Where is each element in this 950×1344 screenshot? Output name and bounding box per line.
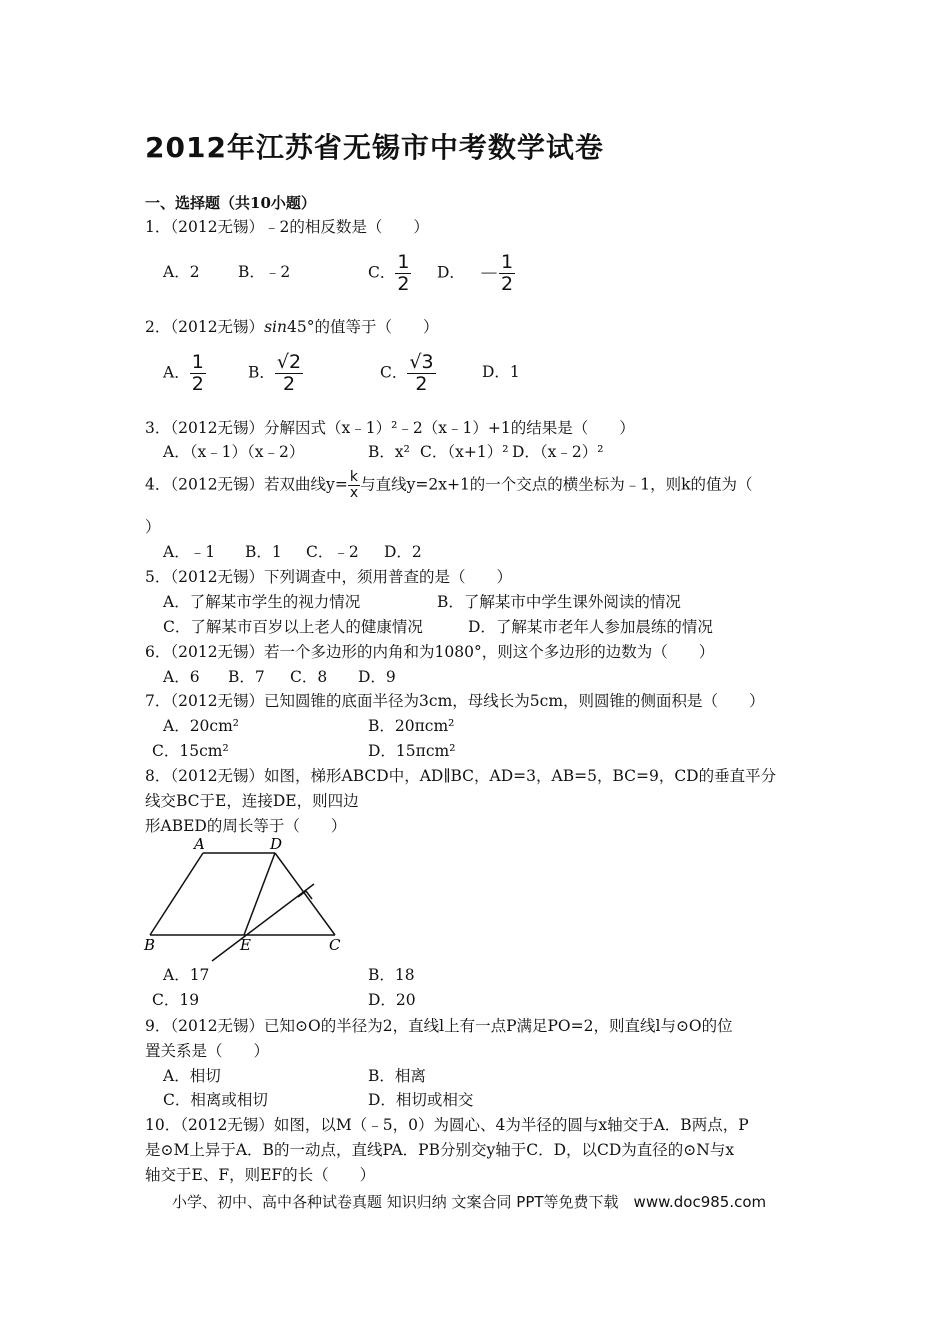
question-5-stem: 5．（2012无锡）下列调查中，须用普查的是（ ） bbox=[145, 568, 513, 586]
q2-option-a-fraction bbox=[190, 352, 206, 395]
question-1-stem: 1．（2012无锡）﹣2的相反数是（ ） bbox=[145, 218, 429, 236]
q4-stem-fraction bbox=[348, 470, 360, 501]
q2-option-b-fraction bbox=[275, 352, 303, 395]
q6-option-c: C．8 bbox=[290, 668, 328, 686]
fraction-denominator: 2 bbox=[397, 273, 410, 295]
q4-stem-prefix: 4．（2012无锡）若双曲线y= bbox=[145, 475, 348, 494]
question-4-stem bbox=[145, 470, 753, 501]
q6-option-a: A．6 bbox=[163, 668, 200, 686]
question-9-stem-line-2: 置关系是（ ） bbox=[145, 1042, 270, 1060]
q3-option-c: C．（x+1）² bbox=[420, 443, 509, 461]
q1-option-b: B．﹣2 bbox=[238, 263, 291, 281]
fraction-denominator: 2 bbox=[282, 373, 296, 395]
q4-option-d: D．2 bbox=[384, 543, 422, 561]
fraction-numerator: √3 bbox=[409, 351, 434, 373]
q5-option-c: C．了解某市百岁以上老人的健康情况 bbox=[163, 618, 423, 636]
q5-option-b: B．了解某市中学生课外阅读的情况 bbox=[437, 593, 681, 611]
q3-option-d: D．（x﹣2）² bbox=[512, 443, 604, 461]
section-heading: 一、选择题（共10小题） bbox=[145, 194, 316, 212]
fraction-denominator: x bbox=[349, 485, 359, 501]
q8-option-d: D．20 bbox=[368, 991, 416, 1009]
q3-option-a: A．（x﹣1）（x﹣2） bbox=[163, 443, 305, 461]
q7-option-a: A．20cm² bbox=[163, 717, 240, 735]
page-title: 2012年江苏省无锡市中考数学试卷 bbox=[145, 131, 604, 164]
question-10-stem-line-2: 是⊙M上异于A．B的一动点，直线PA．PB分别交y轴于C．D，以CD为直径的⊙N与x bbox=[145, 1141, 735, 1159]
q2-option-b bbox=[248, 352, 303, 395]
question-3-stem: 3．（2012无锡）分解因式（x﹣1）²﹣2（x﹣1）+1的结果是（ ） bbox=[145, 419, 635, 437]
q6-option-d: D．9 bbox=[358, 668, 396, 686]
fraction-denominator: 2 bbox=[191, 373, 204, 395]
question-6-stem: 6．（2012无锡）若一个多边形的内角和为1080°，则这个多边形的边数为（ ） bbox=[145, 643, 715, 661]
label-e: E bbox=[240, 936, 251, 954]
question-10-stem-line-3: 轴交于E、F，则EF的长（ ） bbox=[145, 1166, 376, 1184]
question-9-stem-line-1: 9．（2012无锡）已知⊙O的半径为2，直线l上有一点P满足PO=2，则直线l与⊙O的位 bbox=[145, 1017, 733, 1035]
q9-option-b: B．相离 bbox=[368, 1067, 426, 1085]
fraction-numerator: 1 bbox=[191, 351, 204, 373]
q1-option-d-label: D． bbox=[437, 263, 465, 282]
fraction-numerator: 1 bbox=[500, 251, 514, 273]
q1-option-c-fraction bbox=[395, 252, 411, 295]
q5-option-a: A．了解某市学生的视力情况 bbox=[163, 593, 361, 611]
fraction-numerator: 1 bbox=[397, 251, 410, 273]
question-8-stem-line-1: 8．（2012无锡）如图，梯形ABCD中，AD∥BC，AD=3，AB=5，BC=9，CD的垂直平分 bbox=[145, 767, 777, 785]
q2-option-a-label: A． bbox=[163, 363, 190, 382]
fraction-numerator: √2 bbox=[276, 351, 302, 373]
label-c: C bbox=[329, 936, 341, 954]
q5-option-d: D．了解某市老年人参加晨练的情况 bbox=[468, 618, 713, 636]
q2-stem-function: sin bbox=[264, 318, 287, 336]
fraction-denominator: 2 bbox=[500, 273, 514, 295]
q3-option-b: B．x² bbox=[368, 443, 410, 461]
trapezoid-figure bbox=[140, 833, 350, 963]
q4-option-b: B．1 bbox=[245, 543, 282, 561]
q7-option-d: D．15πcm² bbox=[368, 742, 456, 760]
q2-option-c-label: C． bbox=[380, 363, 408, 382]
question-2-stem bbox=[145, 317, 438, 337]
q2-option-c bbox=[380, 352, 436, 395]
q2-stem-prefix: 2．（2012无锡） bbox=[145, 318, 265, 336]
q8-option-b: B．18 bbox=[368, 966, 415, 984]
label-a: A bbox=[194, 835, 205, 853]
label-b: B bbox=[144, 936, 156, 954]
q1-option-d-fraction bbox=[499, 252, 515, 295]
q1-option-a: A．2 bbox=[163, 263, 200, 281]
question-8-stem-line-3: 形ABED的周长等于（ ） bbox=[145, 817, 347, 835]
minus-sign: － bbox=[478, 261, 499, 286]
fraction-numerator: k bbox=[348, 470, 360, 486]
question-10-stem-line-1: 10．（2012无锡）如图，以M（﹣5，0）为圆心、4为半径的圆与x轴交于A．B两点，P bbox=[145, 1116, 749, 1134]
q6-option-b: B．7 bbox=[228, 668, 265, 686]
q7-option-b: B．20πcm² bbox=[368, 717, 455, 735]
q9-option-d: D．相切或相交 bbox=[368, 1091, 474, 1109]
question-8-stem-line-2: 线交BC于E，连接DE，则四边 bbox=[145, 792, 359, 810]
segment-de bbox=[244, 853, 275, 935]
q7-option-c: C．15cm² bbox=[152, 742, 229, 760]
q1-option-c bbox=[368, 252, 411, 295]
q2-stem-rest: 45°的值等于（ ） bbox=[286, 318, 439, 336]
page-footer: 小学、初中、高中各种试卷真题 知识归纳 文案合同 PPT等免费下载 www.doc985.com bbox=[172, 1193, 767, 1211]
q2-option-d: D．1 bbox=[482, 363, 520, 381]
q4-option-c: C．﹣2 bbox=[306, 543, 359, 561]
segment-ab bbox=[150, 853, 203, 935]
q8-option-c: C．19 bbox=[152, 991, 200, 1009]
q9-option-c: C．相离或相切 bbox=[163, 1091, 268, 1109]
q9-option-a: A．相切 bbox=[163, 1067, 221, 1085]
q1-option-d bbox=[437, 252, 515, 295]
q2-option-c-fraction bbox=[407, 352, 435, 395]
q1-option-c-label: C． bbox=[368, 263, 396, 282]
q2-option-a bbox=[163, 352, 206, 395]
fraction-denominator: 2 bbox=[415, 373, 428, 395]
q8-option-a: A．17 bbox=[163, 966, 210, 984]
question-7-stem: 7．（2012无锡）已知圆锥的底面半径为3cm，母线长为5cm，则圆锥的侧面积是（ ） bbox=[145, 692, 765, 710]
q4-option-a: A．﹣1 bbox=[163, 543, 216, 561]
q4-stem-rest: 与直线y=2x+1的一个交点的横坐标为﹣1，则k的值为（ bbox=[360, 475, 753, 494]
q2-option-b-label: B． bbox=[248, 363, 275, 382]
label-d: D bbox=[270, 835, 283, 853]
segment-dc bbox=[275, 853, 335, 935]
q4-stem-close: ） bbox=[145, 518, 161, 536]
